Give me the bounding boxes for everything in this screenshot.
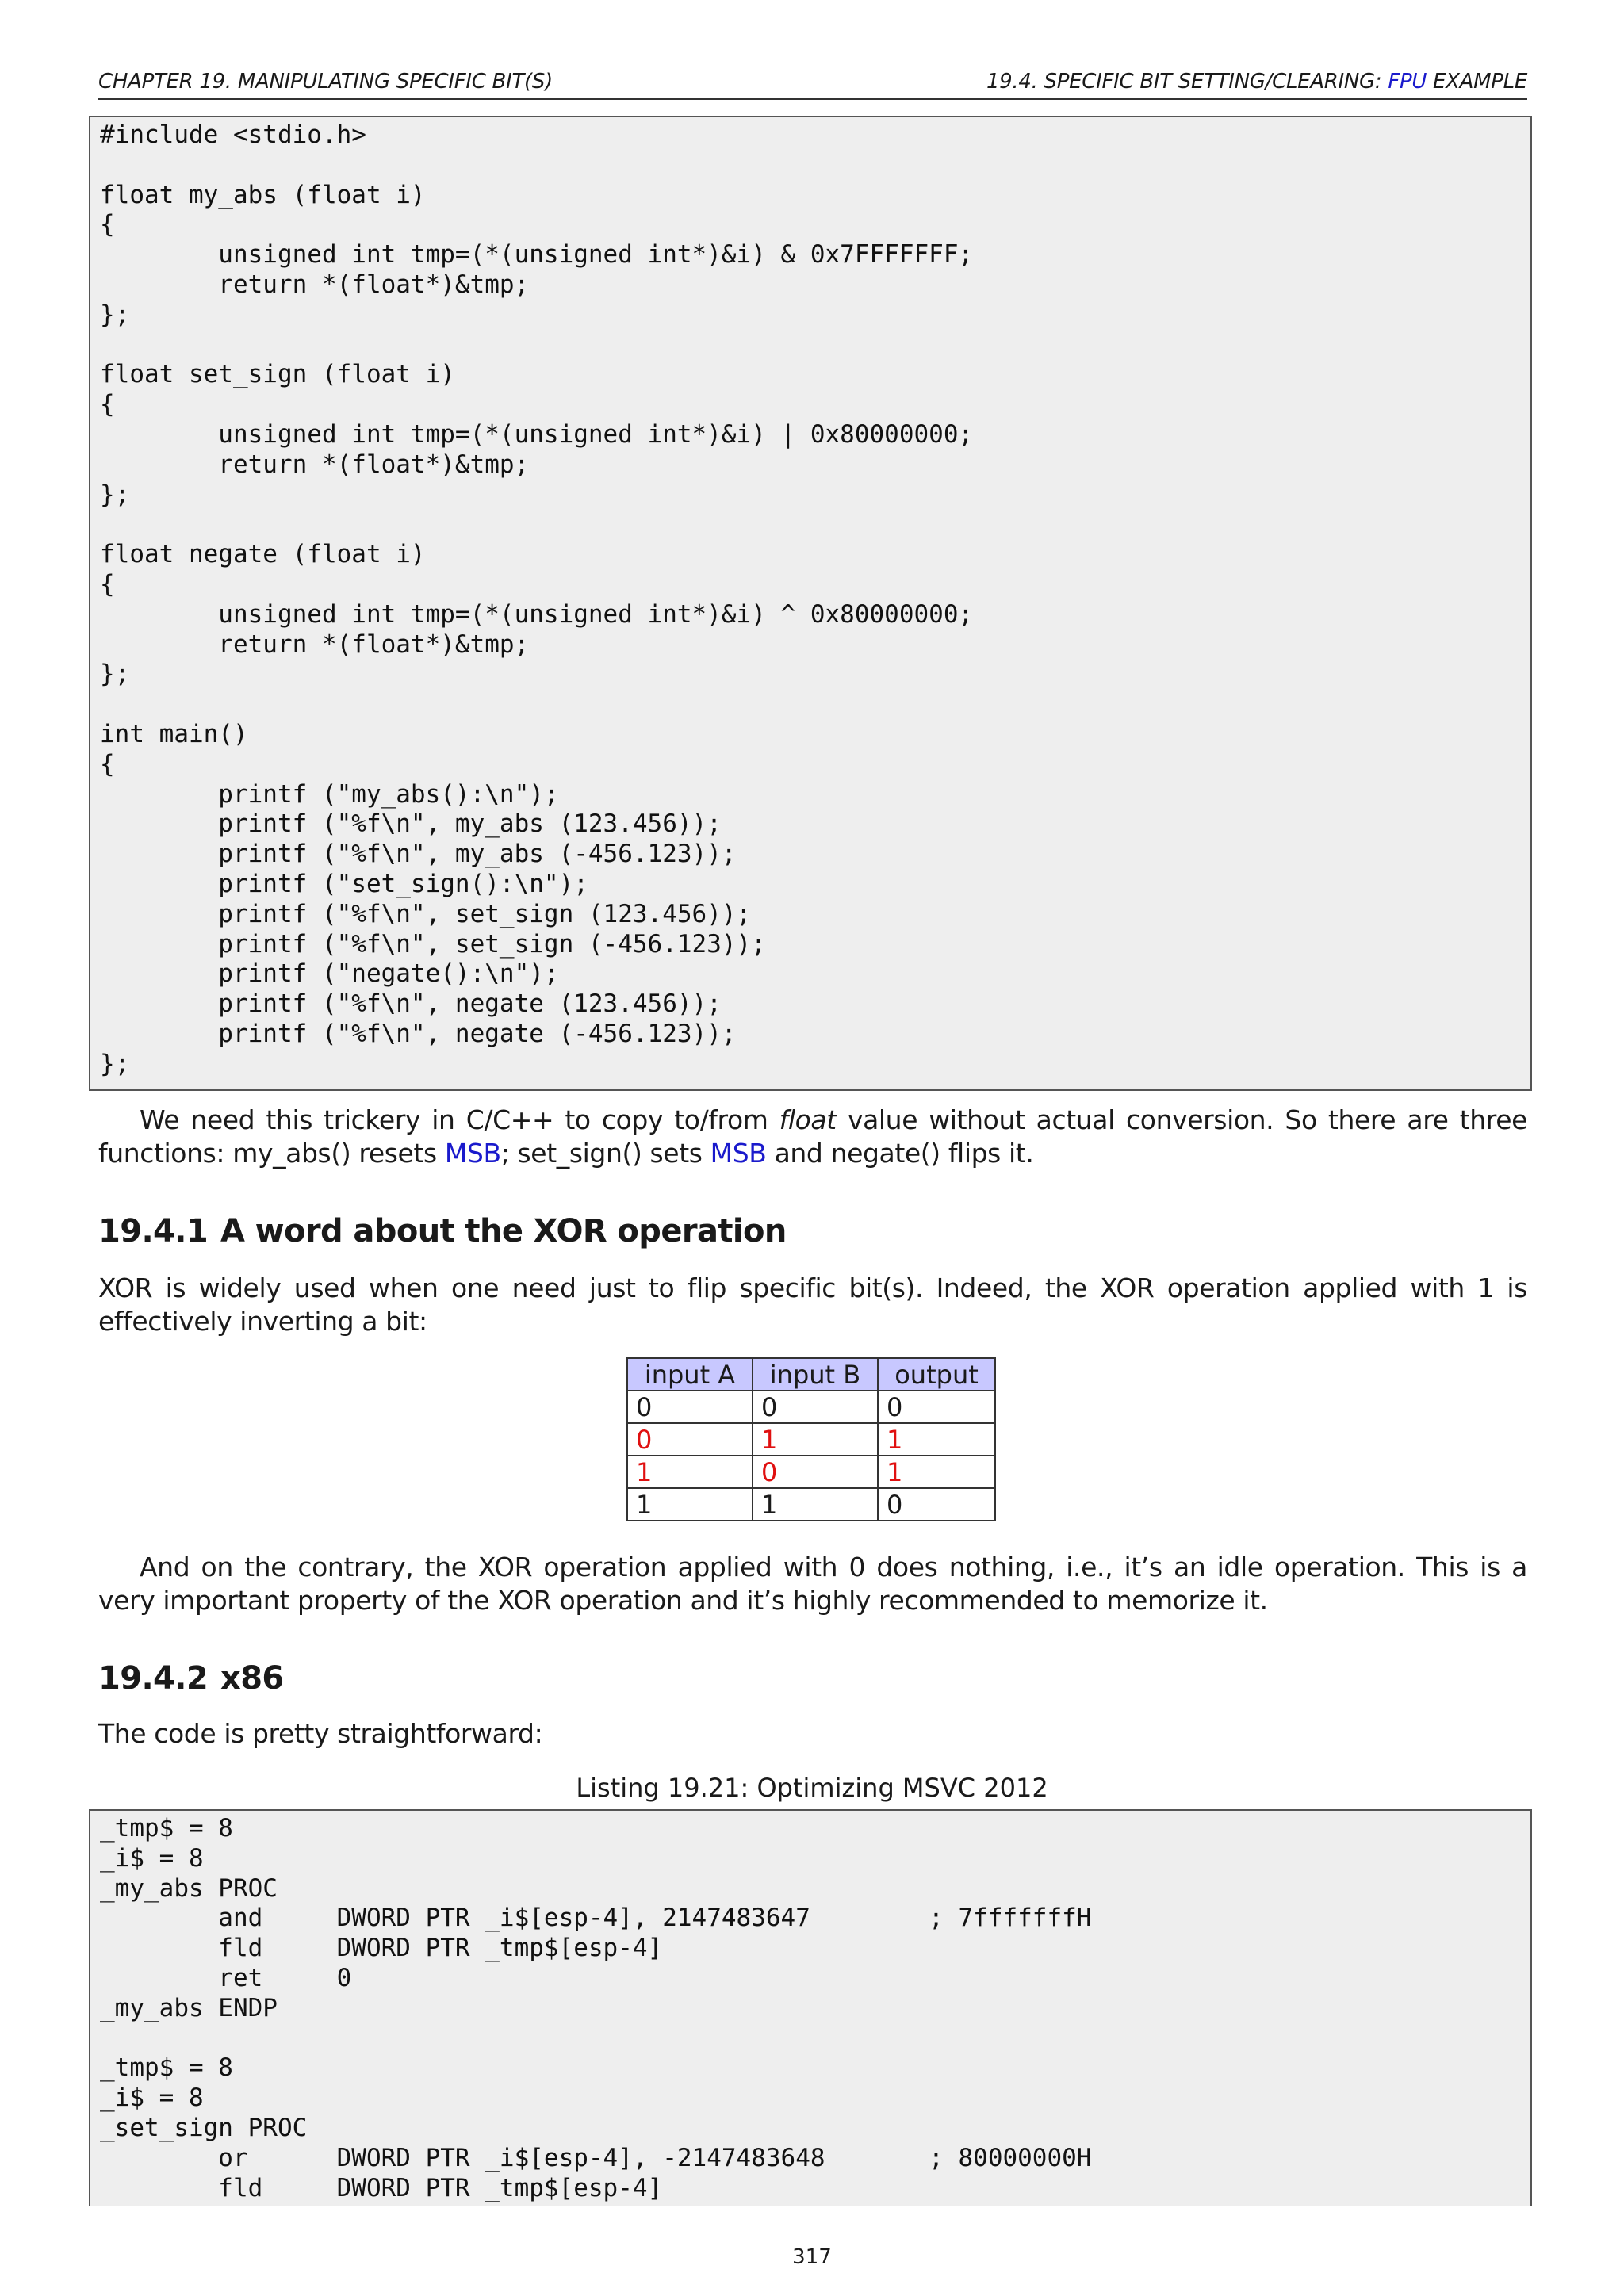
table-header-row [627, 1358, 995, 1391]
column-header: input A [627, 1358, 753, 1391]
table-cell: 0 [627, 1423, 753, 1456]
msb-link[interactable]: MSB [444, 1138, 501, 1169]
table-cell: 0 [627, 1391, 753, 1423]
para1-emphasis: float [779, 1104, 837, 1135]
table-row-highlighted [627, 1423, 995, 1456]
table-cell: 1 [753, 1423, 878, 1456]
table-row [627, 1488, 995, 1521]
table-cell: 0 [753, 1456, 878, 1488]
msb-link[interactable]: MSB [710, 1138, 767, 1169]
paragraph-xor-intro: XOR is widely used when one need just to flip specific bit(s). Indeed, the XOR operation applied with 1 is effectively inverting a bit: [98, 1272, 1527, 1337]
table-cell: 1 [878, 1423, 995, 1456]
section-number: 19.4.1 [98, 1213, 209, 1249]
xor-truth-table [626, 1357, 996, 1521]
section-prefix: 19.4. SPECIFIC BIT SETTING/CLEARING: [986, 70, 1388, 94]
column-header: output [878, 1358, 995, 1391]
table-cell: 1 [753, 1488, 878, 1521]
para3-text: And on the contrary, the XOR operation applied with 0 does nothing, i.e., it’s an idle operation. This is a very important property of the XOR operation and it’s highly recommended to memorize it. [98, 1552, 1527, 1616]
table-cell: 1 [627, 1488, 753, 1521]
table-cell: 0 [753, 1391, 878, 1423]
section-title-text: A word about the XOR operation [220, 1213, 787, 1249]
section-suffix: EXAMPLE [1427, 70, 1527, 94]
section-number: 19.4.2 [98, 1660, 209, 1697]
fpu-link[interactable]: FPU [1388, 70, 1427, 94]
section-title-text: x86 [220, 1660, 284, 1697]
table-cell: 1 [627, 1456, 753, 1488]
para1-text1: We need this trickery in C/C++ to copy to/from [140, 1104, 779, 1135]
para1-text2: value without actual conversion. So there are three functions: my_abs() resets [98, 1104, 1527, 1169]
paragraph-trickery [98, 1104, 1527, 1170]
table-cell: 0 [878, 1391, 995, 1423]
table-cell: 1 [878, 1456, 995, 1488]
table-row [627, 1391, 995, 1423]
section-heading-x86 [98, 1660, 284, 1697]
section-title [986, 70, 1527, 94]
page-header [98, 68, 1527, 100]
c-source-code-block [89, 116, 1532, 1091]
c-source-code: #include <stdio.h> float my_abs (float i) { unsigned int tmp=(*(unsigned int*)&i) & 0x7FFFFFFF; return *(float*)&tmp; }; float set_sign (float i) { unsigned int tmp=(*(unsigned int*)&i) | 0x80000000; return *(float*)&tmp; }; float negate (float i) { unsigned int tmp=(*(unsigned int*)&i) ^ 0x80000000; return *(float*)&tmp; }; int main() { printf ("my_abs():\n"); printf ("%f\n", my_abs (123.456)); printf ("%f\n", my_abs (-456.123)); printf ("set_sign():\n"); printf ("%f\n", set_sign (123.456)); printf ("%f\n", set_sign (-456.123)); printf ("negate():\n"); printf ("%f\n", negate (123.456)); printf ("%f\n", negate (-456.123)); }; [100, 121, 974, 1078]
asm-listing-block [89, 1809, 1532, 2206]
chapter-title: CHAPTER 19. MANIPULATING SPECIFIC BIT(S) [98, 70, 553, 94]
page-number: 317 [792, 2245, 832, 2269]
table-cell: 0 [878, 1488, 995, 1521]
para1-text4: and negate() flips it. [766, 1138, 1034, 1169]
asm-listing-code: _tmp$ = 8 _i$ = 8 _my_abs PROC and DWORD PTR _i$[esp-4], 2147483647 ; 7fffffffH fld DWORD PTR _tmp$[esp-4] ret 0 _my_abs ENDP _tmp$ = 8 _i$ = 8 _set_sign PROC or DWORD PTR _i$[esp-4], -2147483648 ; 80000000H fld DWORD PTR _tmp$[esp-4] [100, 1814, 1092, 2202]
column-header: input B [753, 1358, 878, 1391]
paragraph-xor-zero [98, 1551, 1527, 1617]
listing-caption: Listing 19.21: Optimizing MSVC 2012 [576, 1773, 1048, 1803]
section-heading-xor [98, 1213, 787, 1249]
paragraph-straightforward: The code is pretty straightforward: [98, 1718, 543, 1749]
para1-text3: ; set_sign() sets [500, 1138, 710, 1169]
table-row-highlighted [627, 1456, 995, 1488]
